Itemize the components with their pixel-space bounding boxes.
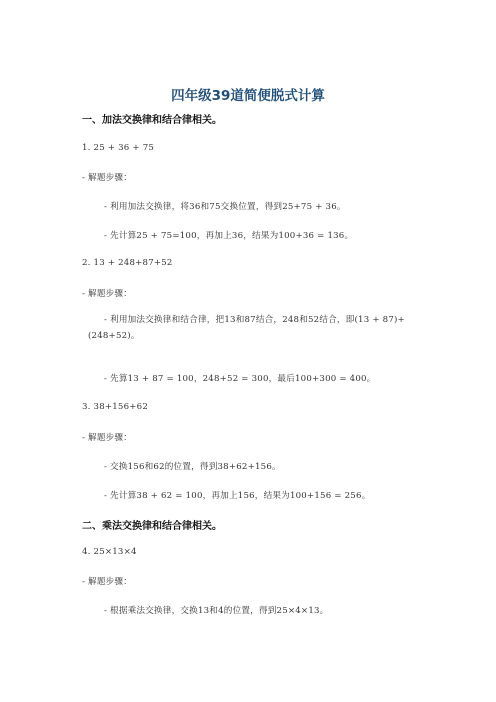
problem-3-step-1: - 交换156和62的位置，得到38+62+156。: [104, 462, 281, 472]
problem-4-steps-label: - 解题步骤：: [82, 577, 133, 587]
problem-2-steps-label: - 解题步骤：: [82, 289, 133, 299]
problem-2-step-1: [88, 312, 418, 344]
section-heading-addition: 一、加法交换律和结合律相关。: [82, 115, 222, 126]
problem-3-steps-label: - 解题步骤：: [82, 433, 133, 443]
problem-1-steps-label: - 解题步骤：: [82, 173, 133, 183]
problem-3-step-2: - 先计算38 + 62 = 100，再加上156，结果为100+156 = 256。: [104, 491, 371, 501]
problem-4: 4. 25×13×4: [82, 547, 137, 557]
problem-1-step-1: - 利用加法交换律，将36和75交换位置，得到25+75 + 36。: [104, 202, 346, 212]
section-heading-multiplication: 二、乘法交换律和结合律相关。: [82, 521, 222, 532]
problem-2: 2. 13 + 248+87+52: [82, 258, 173, 268]
problem-3: 3. 38+156+62: [82, 402, 149, 412]
problem-2-step-1-text: - 利用加法交换律和结合律，把13和87结合，248和52结合，即(13 + 87)+(248+52)。: [88, 315, 405, 341]
problem-2-step-2: - 先算13 + 87 = 100，248+52 = 300，最后100+300 = 400。: [104, 374, 376, 384]
problem-1-step-2: - 先计算25 + 75=100，再加上36，结果为100+36 = 136。: [104, 231, 354, 241]
problem-4-step-1: - 根据乘法交换律，交换13和4的位置，得到25×4×13。: [104, 606, 329, 616]
page-title: 四年级39道简便脱式计算: [171, 88, 325, 104]
problem-1: 1. 25 + 36 + 75: [82, 143, 155, 153]
